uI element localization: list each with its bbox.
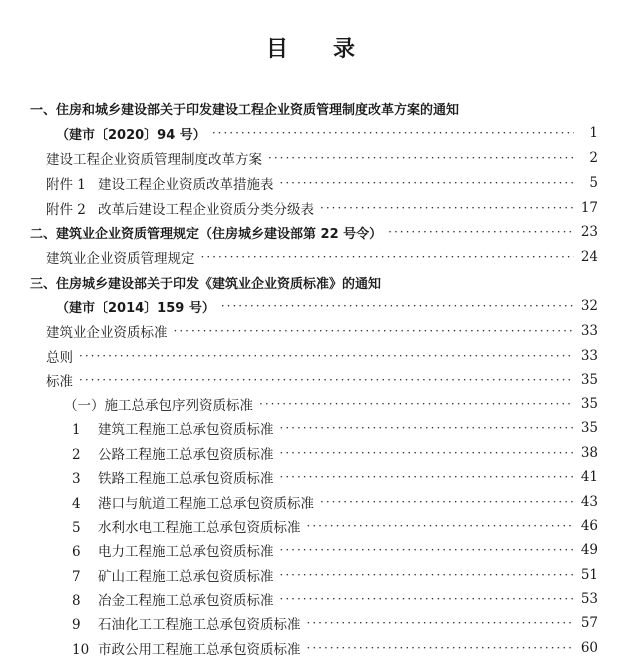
leader-dots [268, 151, 574, 165]
item-number: 4 [72, 496, 81, 512]
item-title: 水利水电工程施工总承包资质标准 [98, 520, 301, 536]
section-3-title: 三、住房城乡建设部关于印发《建筑业企业资质标准》的通知 [30, 276, 382, 292]
item-title: 公路工程施工总承包资质标准 [98, 447, 274, 463]
page-number: 35 [580, 396, 598, 412]
item-number: 10 [72, 642, 90, 658]
item-number: 3 [72, 471, 81, 487]
leader-dots [212, 126, 574, 140]
toc-entry-subsection-1[interactable] [64, 392, 598, 416]
entry-label: 建设工程企业资质管理制度改革方案 [46, 152, 262, 168]
item-title: 冶金工程施工总承包资质标准 [98, 593, 274, 609]
entry-label [72, 467, 274, 487]
title-char-2: 录 [333, 37, 357, 62]
toc-entry-doc-2020[interactable] [56, 121, 598, 145]
item-number: 1 [72, 422, 81, 438]
toc-entry-num-2[interactable] [72, 441, 598, 465]
toc-entry-appendix-2[interactable] [46, 196, 598, 220]
item-title: 矿山工程施工总承包资质标准 [98, 569, 274, 585]
entry-label [72, 613, 301, 633]
page-number: 17 [580, 200, 598, 216]
page-number: 33 [580, 348, 598, 364]
toc-entry-num-1[interactable] [72, 416, 598, 440]
page-number: 2 [589, 150, 598, 166]
leader-dots [259, 397, 574, 411]
item-number: 8 [72, 593, 81, 609]
toc-entry-standards[interactable] [46, 368, 598, 392]
leader-dots [388, 225, 574, 239]
entry-label: （建市〔2020〕94 号） [56, 127, 206, 143]
page-number: 23 [580, 224, 598, 240]
item-title: 电力工程施工总承包资质标准 [98, 544, 274, 560]
toc-entry-doc-2014[interactable] [56, 294, 598, 318]
leader-dots [320, 495, 574, 509]
leader-dots [174, 324, 575, 338]
entry-label [46, 173, 274, 193]
appendix-prefix: 附件 1 [46, 177, 86, 193]
page-number: 43 [580, 494, 598, 510]
toc-entry-reform-plan[interactable] [46, 146, 598, 170]
toc-section-2[interactable] [30, 220, 598, 244]
entry-label [46, 198, 314, 218]
page-number: 49 [580, 542, 598, 558]
entry-label [72, 492, 314, 512]
toc-entry-num-8[interactable] [72, 587, 598, 611]
leader-dots [79, 373, 574, 387]
entry-label [72, 540, 274, 560]
item-title: 石油化工工程施工总承包资质标准 [98, 617, 301, 633]
item-number: 9 [72, 617, 81, 633]
leader-dots [280, 421, 575, 435]
page-number: 46 [580, 518, 598, 534]
entry-label [72, 418, 274, 438]
page-title [0, 32, 622, 63]
page-number: 51 [580, 567, 598, 583]
toc-entry-num-9[interactable] [72, 611, 598, 635]
leader-dots [280, 446, 575, 460]
toc-entry-num-7[interactable] [72, 563, 598, 587]
page-number: 32 [580, 298, 598, 314]
leader-dots [307, 641, 575, 655]
appendix-title: 建设工程企业资质改革措施表 [98, 177, 274, 193]
entry-label [72, 565, 274, 585]
leader-dots [79, 349, 574, 363]
entry-label [72, 638, 301, 658]
appendix-prefix: 附件 2 [46, 202, 86, 218]
entry-label: 建筑业企业资质标准 [46, 325, 168, 341]
item-title: 市政公用工程施工总承包资质标准 [98, 642, 301, 658]
entry-label: （一）施工总承包序列资质标准 [64, 398, 253, 414]
appendix-title: 改革后建设工程企业资质分类分级表 [98, 202, 314, 218]
item-title: 建筑工程施工总承包资质标准 [98, 422, 274, 438]
page-number: 1 [589, 125, 598, 141]
leader-dots [280, 176, 575, 190]
toc-entry-appendix-1[interactable] [46, 171, 598, 195]
toc-entry-num-3[interactable] [72, 465, 598, 489]
page-number: 35 [580, 420, 598, 436]
leader-dots [280, 568, 575, 582]
page-number: 38 [580, 445, 598, 461]
toc-entry-num-5[interactable] [72, 514, 598, 538]
item-title: 铁路工程施工总承包资质标准 [98, 471, 274, 487]
title-char-1: 目 [265, 37, 289, 62]
page-number: 60 [580, 640, 598, 656]
entry-label: 建筑业企业资质管理规定 [46, 251, 195, 267]
page-number: 33 [580, 323, 598, 339]
toc-entry-general[interactable] [46, 344, 598, 368]
entry-label: （建市〔2014〕159 号） [56, 300, 215, 316]
leader-dots [320, 201, 574, 215]
leader-dots [307, 519, 575, 533]
item-number: 7 [72, 569, 81, 585]
leader-dots [280, 543, 575, 557]
toc-entry-num-4[interactable] [72, 490, 598, 514]
page-number: 57 [580, 615, 598, 631]
toc-section-1[interactable] [30, 96, 598, 120]
leader-dots [221, 299, 574, 313]
leader-dots [280, 592, 575, 606]
item-number: 6 [72, 544, 81, 560]
toc-entry-num-6[interactable] [72, 538, 598, 562]
entry-label [72, 589, 274, 609]
page-number: 35 [580, 372, 598, 388]
page-number: 41 [580, 469, 598, 485]
section-2-title: 二、建筑业企业资质管理规定（住房城乡建设部第 22 号令） [30, 226, 383, 242]
entry-label: 标准 [46, 374, 73, 390]
leader-dots [201, 250, 575, 264]
section-1-title: 一、住房和城乡建设部关于印发建设工程企业资质管理制度改革方案的通知 [30, 102, 460, 118]
leader-dots [307, 616, 575, 630]
page-number: 5 [589, 175, 598, 191]
page-number: 53 [580, 591, 598, 607]
toc-section-3[interactable] [30, 270, 598, 294]
toc-entry-num-10[interactable] [72, 636, 598, 660]
item-number: 2 [72, 447, 81, 463]
entry-label [72, 443, 274, 463]
item-title: 港口与航道工程施工总承包资质标准 [98, 496, 314, 512]
entry-label: 总则 [46, 350, 73, 366]
item-number: 5 [72, 520, 81, 536]
page-number: 24 [580, 249, 598, 265]
entry-label [72, 516, 301, 536]
leader-dots [280, 470, 575, 484]
toc-entry-standard[interactable] [46, 319, 598, 343]
toc-entry-mgmt-rules[interactable] [46, 245, 598, 269]
